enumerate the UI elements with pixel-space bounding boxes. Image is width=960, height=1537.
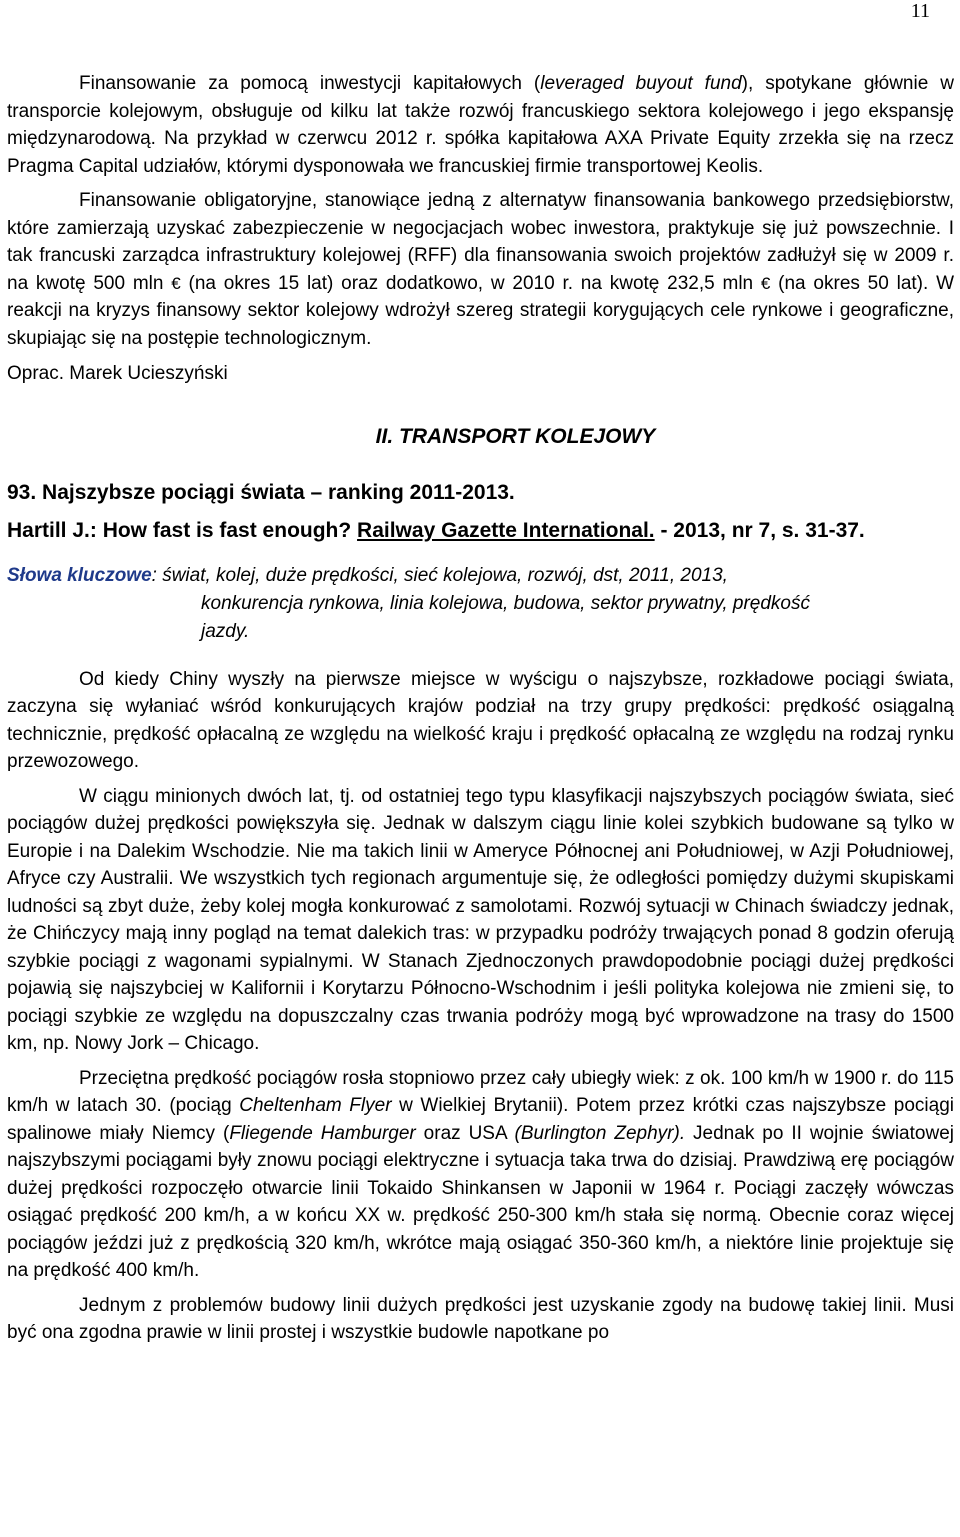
euro-symbol: €	[171, 273, 181, 293]
author-line: Oprac. Marek Ucieszyński	[7, 363, 228, 384]
section-heading: II. TRANSPORT KOLEJOWY	[375, 424, 656, 448]
paragraph-network-growth: W ciągu minionych dwóch lat, tj. od ostatniej tego typu klasyfikacji najszybszych pociągów świata, sieć pociągów dużej prędkości powiększyła się. Jednak w dalszym ciągu linie kolei szybkich budowane są tylko w Europie i na Dalekim Wschodzie. Nie ma takich linii w Ameryce Północnej ani Południowej, w Azji Południowej, Afryce czy Australii. We wszystkich tych regionach argumentuje się, że odległości pomiędzy dużymi skupiskami ludności są zbyt duże, żeby kolej mogła konkurować z samolotami. Rozwój sytuacji w Chinach świadczy jednak, że Chińczycy mają inny pogląd na temat dalekich tras: w przypadku podróży trwających ponad 8 godzin oferują szybkie pociągi z wagonami sypialnymi. W Stanach Zjednoczonych prawdopodobnie pociągi dużej prędkości pojawią się najszybciej w Kalifornii i Korytarzu Północno-Wschodnim i jeśli polityka kolejowa nie zmieni się, to pociągi szybkie ze względu na dopuszczalny czas trwania podróży mogą być wprowadzone na trasy do 1500 km, np. Nowy Jork – Chicago.	[7, 785, 954, 1054]
keywords-line-1: : świat, kolej, duże prędkości, sieć kolejowa, rozwój, dst, 2011, 2013,	[151, 564, 728, 586]
keywords-label: Słowa kluczowe	[7, 564, 152, 586]
paragraph-construction: Jednym z problemów budowy linii dużych prędkości jest uzyskanie zgody na budowę takiej linii. Musi być ona zgodna prawie w linii prostej i wszystkie budowle napotkane po	[7, 1294, 954, 1343]
article-title: 93. Najszybsze pociągi świata – ranking 2011-2013.	[7, 480, 515, 504]
document-page	[7, 70, 954, 1347]
keywords	[7, 562, 954, 590]
euro-symbol: €	[760, 273, 771, 293]
journal-name: Railway Gazette International.	[357, 518, 655, 542]
article-source: Hartill J.: How fast is fast enough? Railway Gazette International. - 2013, nr 7, s. 31-37.	[7, 518, 865, 542]
paragraph-history: Przeciętna prędkość pociągów rosła stopniowo przez cały ubiegły wiek: z ok. 100 km/h w 1900 r. do 115 km/h w latach 30. (pociąg Cheltenham Flyer w Wielkiej Brytanii). Potem przez krótki czas najszybsze pociągi spalinowe miały Niemcy (Fliegende Hamburger oraz USA (Burlington Zephyr). Jednak po II wojnie światowej najszybszymi pociągami były znowu pociągi elektryczne i sytuacja taka trwa do dzisiaj. Prawdziwą erę pociągów dużej prędkości rozpoczęło otwarcie linii Tokaido Shinkansen w Japonii w 1964 r. Pociągi zaczęły wówczas osiągać prędkość 200 km/h, a w końcu XX w. prędkość 250-300 km/h stała się normą. Obecnie coraz więcej pociągów jeździ już z prędkością 320 km/h, wkrótce mają osiągać 350-360 km/h, a niektóre linie projektuje się na prędkość 400 km/h.	[7, 1067, 954, 1281]
paragraph-speed-groups: Od kiedy Chiny wyszły na pierwsze miejsce w wyścigu o najszybsze, rozkładowe pociągi świata, zaczyna się wyłaniać wśród konkurujących krajów podział na trzy grupy prędkości: prędkość osiągalną technicznie, prędkość opłacalną ze względu na wielkość kraju i prędkość opłacalną ze względu na rodzaj rynku przewozowego.	[7, 668, 954, 772]
paragraph-bond-financing: Finansowanie obligatoryjne, stanowiące jedną z alternatyw finansowania bankowego przedsiębiorstw, które zamierzają uzyskać zabezpieczenie w negocjacjach wobec inwestora, praktykuje się już powszechnie. I tak francuski zarządca infrastruktury kolejowej (RFF) dla finansowania swoich projektów zadłużył się w 2009 r. na kwotę 500 mln € (na okres 15 lat) oraz dodatkowo, w 2010 r. na kwotę 232,5 mln € (na okres 50 lat). W reakcji na kryzys finansowy sektor kolejowy wdrożył szereg strategii korygujących cele rynkowe i geograficzne, skupiając się na postępie technologicznym.	[7, 190, 954, 349]
paragraph-leveraged-buyout: Finansowanie za pomocą inwestycji kapitałowych (leveraged buyout fund), spotykane głównie w transporcie kolejowym, obsługuje od kilku lat także rozwój francuskiego sektora kolejowego i jego ekspansję międzynarodową. Na przykład w czerwcu 2012 r. spółka kapitałowa AXA Private Equity zrzekła się na rzecz Pragma Capital udziałów, którymi dysponowała we francuskiej firmie transportowej Keolis.	[7, 73, 954, 177]
page-number: 11	[910, 0, 930, 22]
keywords-line-2: konkurencja rynkowa, linia kolejowa, budowa, sektor prywatny, prędkość	[201, 592, 811, 614]
keywords-line-3: jazdy.	[201, 620, 250, 642]
